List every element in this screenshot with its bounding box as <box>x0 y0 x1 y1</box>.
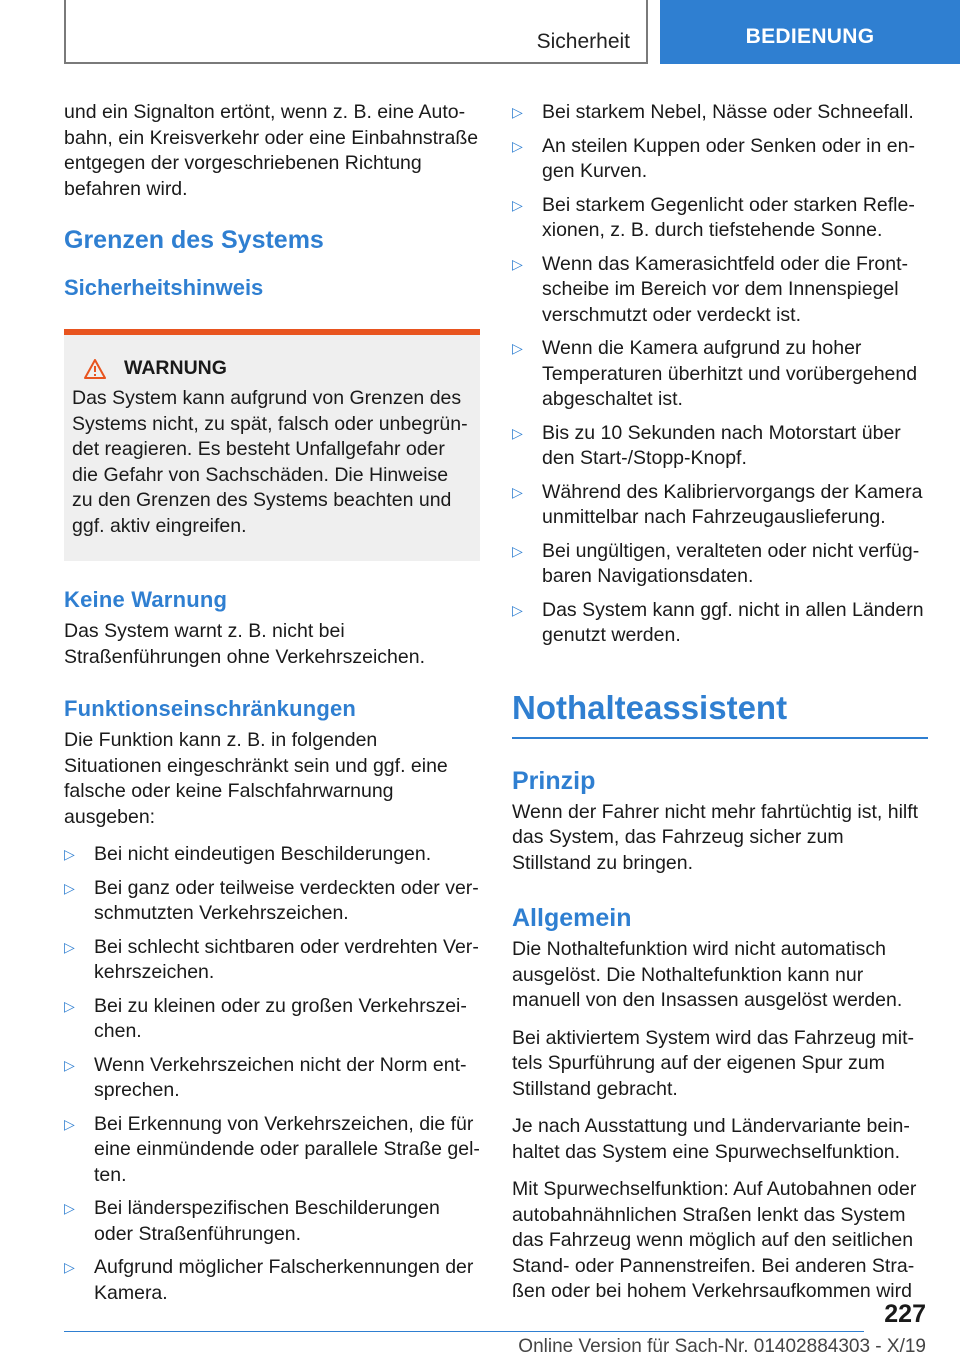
right-bullet-list <box>512 100 928 649</box>
header-chapter-tab: BEDIENUNG <box>660 0 960 64</box>
triangle-bullet-icon: ▷ <box>512 255 523 272</box>
list-item: ▷ Während des Kalibriervorgangs der Kamera unmittelbar nach Fahrzeugauslieferung. <box>512 480 928 531</box>
triangle-bullet-icon: ▷ <box>512 483 523 500</box>
triangle-bullet-icon: ▷ <box>64 846 75 862</box>
list-item: ▷ Das System kann ggf. nicht in allen Ländern genutzt werden. <box>512 598 928 649</box>
triangle-bullet-icon: ▷ <box>64 879 75 896</box>
triangle-bullet-icon: ▷ <box>512 196 523 213</box>
list-item: ▷ Bei länderspezifischen Beschilderungen oder Straßenführungen. <box>64 1196 480 1247</box>
triangle-bullet-icon: ▷ <box>64 1200 75 1216</box>
triangle-bullet-icon: ▷ <box>64 1056 75 1073</box>
list-item: ▷ Bei nicht eindeutigen Beschilderungen. <box>64 842 480 868</box>
triangle-bullet-icon: ▷ <box>512 104 523 120</box>
allgemein-paragraph-3: Je nach Ausstattung und Ländervariante beinhaltet das System eine Spurwechselfunktion. <box>512 1115 910 1163</box>
triangle-bullet-icon: ▷ <box>512 137 523 154</box>
list-item: ▷ Aufgrund möglicher Falscherkennungen der Kamera. <box>64 1255 480 1306</box>
heading-nothalteassistent: Nothalteassistent <box>512 689 928 739</box>
triangle-bullet-icon: ▷ <box>64 1115 75 1132</box>
funktion-text: Die Funktion kann z. B. in folgenden Situationen eingeschränkt sein und ggf. eine falsche oder keine Falschfahrwarnung ausgeben: <box>64 729 448 828</box>
heading-allgemein: Allgemein <box>512 904 632 932</box>
footer-rule <box>64 1331 864 1332</box>
warning-text: Das System kann aufgrund von Grenzen des Systems nicht, zu spät, falsch oder unbegründet reagieren. Es besteht Unfallgefahr oder die Gefahr von Sachschäden. Die Hinweise zu den Grenzen des Systems beachten und ggf. aktiv eingreifen. <box>72 387 468 537</box>
list-item: ▷ Bei starkem Gegenlicht oder starken Reflexionen, z. B. durch tiefstehende Sonne. <box>512 193 928 244</box>
left-bullet-list <box>64 842 480 1306</box>
triangle-bullet-icon: ▷ <box>512 340 523 356</box>
heading-grenzen: Grenzen des Systems <box>64 226 324 254</box>
allgemein-paragraph-2: Bei aktiviertem System wird das Fahrzeug mittels Spurführung auf der eigenen Spur zum Stillstand gebracht. <box>512 1026 915 1100</box>
allgemein-paragraph-4: Mit Spurwechselfunktion: Auf Autobahnen oder autobahnähnlichen Straßen lenkt das System das Fahrzeug wenn möglich auf den seitlichen Stand- oder Pannenstreifen. Bei anderen Straßen oder bei hohem Verkehrsaufkommen wird <box>512 1178 917 1302</box>
keine-warnung-text: Das System warnt z. B. nicht bei Straßenführungen ohne Verkehrszeichen. <box>64 620 425 668</box>
heading-keine-warnung: Keine Warnung <box>64 587 228 612</box>
heading-prinzip: Prinzip <box>512 766 596 795</box>
list-item: ▷ Wenn die Kamera aufgrund zu hoher Temperaturen überhitzt und vorübergehend abgeschaltet ist. <box>512 336 928 413</box>
list-item: ▷ An steilen Kuppen oder Senken oder in engen Kurven. <box>512 134 928 185</box>
triangle-bullet-icon: ▷ <box>64 938 75 955</box>
triangle-bullet-icon: ▷ <box>64 1259 75 1275</box>
triangle-bullet-icon: ▷ <box>512 601 523 618</box>
left-column <box>64 100 480 1314</box>
heading-sicherheitshinweis: Sicherheitshinweis <box>64 275 264 300</box>
allgemein-paragraph-1: Die Nothaltefunktion wird nicht automatisch ausgelöst. Die Nothaltefunktion kann nur manuell von den Insassen ausgelöst werden. <box>512 938 903 1011</box>
header-section-title: Sicherheit <box>536 30 630 53</box>
list-item: ▷ Wenn Verkehrszeichen nicht der Norm entsprechen. <box>64 1053 480 1104</box>
prinzip-text: Wenn der Fahrer nicht mehr fahrtüchtig ist, hilft das System, das Fahrzeug sicher zum Stillstand zu bringen. <box>512 800 919 874</box>
right-column <box>512 100 928 1317</box>
list-item: ▷ Bei Erkennung von Verkehrszeichen, die für eine einmündende oder parallele Straße gelten. <box>64 1112 480 1189</box>
list-item: ▷ Bei ungültigen, veralteten oder nicht verfügbaren Navigationsdaten. <box>512 539 928 590</box>
list-item: ▷ Bei ganz oder teilweise verdeckten oder verschmutzten Verkehrszeichen. <box>64 876 480 927</box>
heading-funktionseinschraenkungen: Funktionseinschränkungen <box>64 696 357 721</box>
footer-version-text: Online Version für Sach-Nr. 01402884303 - X/19 <box>518 1336 926 1357</box>
list-item: ▷ Bei schlecht sichtbaren oder verdrehten Verkehrszeichen. <box>64 935 480 986</box>
warning-title <box>72 357 470 380</box>
list-item: ▷ Bei zu kleinen oder zu großen Verkehrszeichen. <box>64 994 480 1045</box>
warning-box <box>64 335 480 561</box>
warning-triangle-icon <box>84 359 106 379</box>
page-number: 227 <box>884 1300 926 1328</box>
intro-paragraph: und ein Signalton ertönt, wenn z. B. eine Autobahn, ein Kreisverkehr oder eine Einbahnstraße entgegen der vorgeschriebenen Richtung befahren wird. <box>64 101 479 200</box>
list-item: ▷ Bei starkem Nebel, Nässe oder Schneefall. <box>512 100 928 126</box>
list-item: ▷ Wenn das Kamerasichtfeld oder die Frontscheibe im Bereich vor dem Innenspiegel verschmutzt oder verdeckt ist. <box>512 252 928 329</box>
warning-label: WARNUNG <box>124 357 227 379</box>
triangle-bullet-icon: ▷ <box>64 997 75 1014</box>
triangle-bullet-icon: ▷ <box>512 424 523 441</box>
list-item: ▷ Bis zu 10 Sekunden nach Motorstart über den Start-/Stopp-Knopf. <box>512 421 928 472</box>
triangle-bullet-icon: ▷ <box>512 542 523 559</box>
